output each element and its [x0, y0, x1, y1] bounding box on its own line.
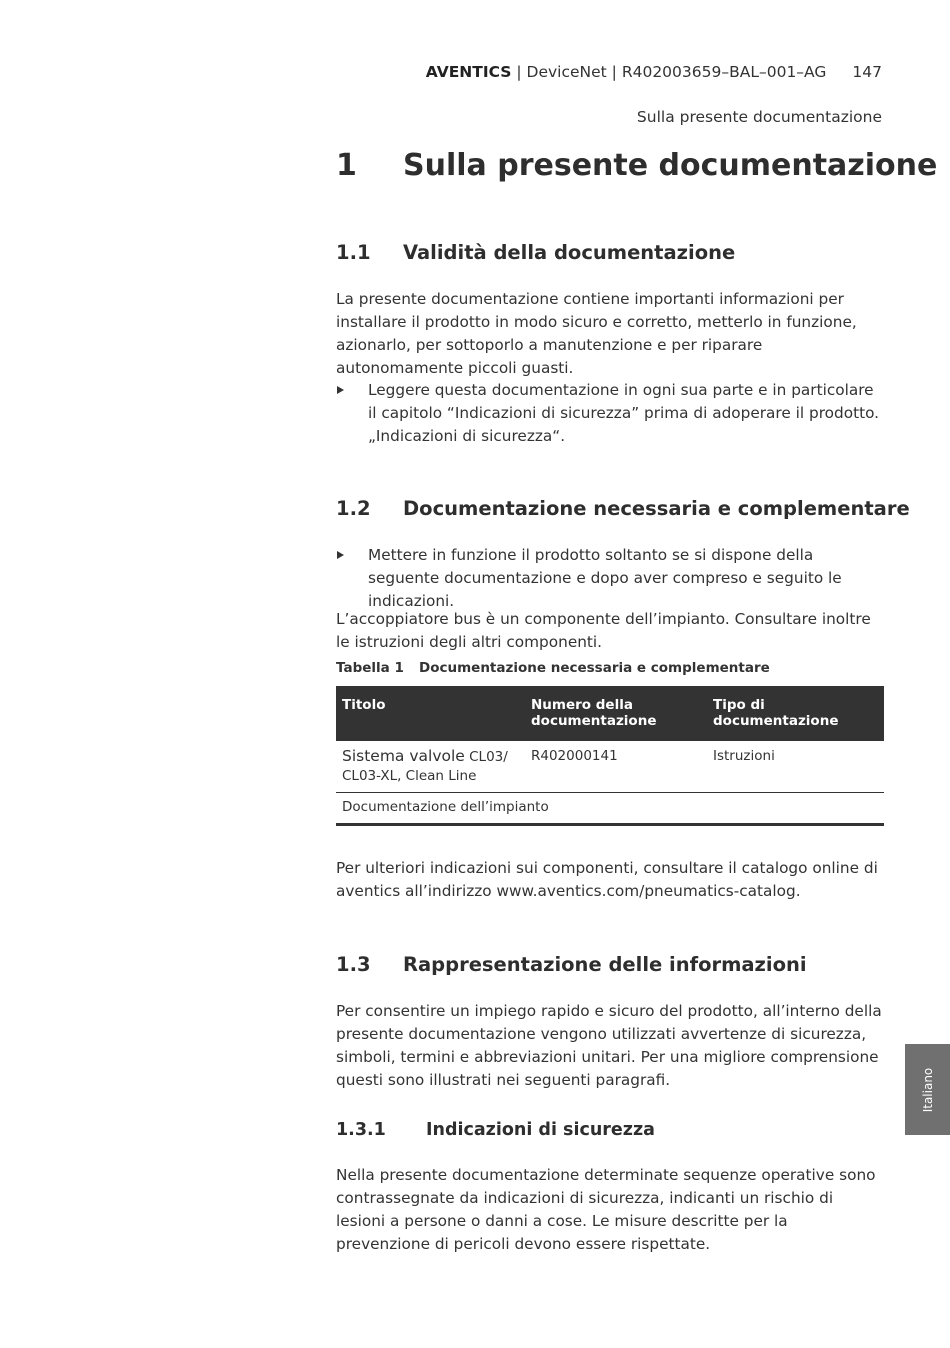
- header-doc-id: | DeviceNet | R402003659–BAL–001–AG: [511, 63, 827, 81]
- section-title: Validità della documentazione: [403, 241, 736, 264]
- section-title: Indicazioni di sicurezza: [426, 1120, 655, 1140]
- chapter-heading: [336, 148, 937, 183]
- documentation-table: [336, 686, 884, 826]
- cell-title: [336, 741, 525, 793]
- section-1-2-heading: [336, 497, 910, 520]
- table-row: [336, 741, 884, 793]
- page-number: 147: [852, 63, 882, 81]
- section-1-1-bullet: [336, 379, 884, 448]
- section-title: Rappresentazione delle informazioni: [403, 953, 807, 976]
- section-number: 1.3: [336, 953, 371, 976]
- section-1-2-paragraph: L’accoppiatore bus è un componente dell’impianto. Consultare inoltre le istruzioni degli altri componenti.: [336, 610, 871, 651]
- section-1-1-heading: [336, 241, 735, 264]
- column-header-number: Numero della documentazione: [525, 686, 707, 741]
- bullet-triangle-icon: [337, 386, 344, 394]
- section-1-3-heading: [336, 953, 807, 976]
- table-caption-title: Documentazione necessaria e complementare: [419, 660, 770, 676]
- section-number: 1.3.1: [336, 1120, 386, 1140]
- section-1-3-1-heading: [336, 1120, 655, 1140]
- section-1-3-paragraph: Per consentire un impiego rapido e sicuro del prodotto, all’interno della presente documentazione vengono utilizzati avvertenze di sicurezza, simboli, termini e abbreviazioni unitari. Per una migliore comprensione questi sono illustrati nei seguenti paragrafi.: [336, 1002, 882, 1089]
- column-header-type: Tipo di documentazione: [707, 686, 884, 741]
- bullet-text: Mettere in funzione il prodotto soltanto se si dispone della seguente documentazione e dopo aver compreso e seguito le indicazioni.: [368, 546, 842, 610]
- column-header-title: Titolo: [336, 686, 525, 741]
- section-1-3-1-paragraph: Nella presente documentazione determinate sequenze operative sono contrassegnate da indicazioni di sicurezza, indicanti un rischio di lesioni a persone o danni a cose. Le misure descritte per la prevenzione di pericoli devono essere rispettate.: [336, 1166, 876, 1253]
- table-caption-label: Tabella 1: [336, 660, 404, 676]
- section-title: Documentazione necessaria e complementare: [403, 497, 910, 520]
- cell-title-main: Sistema valvole: [342, 747, 465, 765]
- cell-title-rest: CL03/ CL03-XL, Clean Line: [342, 749, 508, 784]
- language-tab: [905, 1044, 950, 1135]
- chapter-title: Sulla presente documentazione: [403, 148, 938, 183]
- header-section: Sulla presente documentazione: [636, 108, 882, 126]
- header-brand: AVENTICS: [425, 63, 512, 81]
- section-1-2-bullet: [336, 544, 884, 613]
- cell-type: Istruzioni: [707, 741, 884, 793]
- table-caption: [336, 660, 770, 676]
- running-header: [426, 63, 882, 81]
- table-header-row: [336, 686, 884, 741]
- section-1-2-catalog-paragraph: Per ulteriori indicazioni sui componenti, consultare il catalogo online di aventics all’indirizzo www.aventics.com/pneumatics-catalog.: [336, 859, 878, 900]
- bullet-text-continued: „Indicazioni di sicurezza“.: [368, 427, 566, 445]
- language-tab-label: Italiano: [920, 1067, 935, 1112]
- chapter-number: 1: [336, 148, 357, 183]
- bullet-text: Leggere questa documentazione in ogni sua parte e in particolare il capitolo “Indicazioni di sicurezza” prima di adoperare il prodotto.: [368, 381, 880, 422]
- cell-number: R402000141: [525, 741, 707, 793]
- cell-group-label: Documentazione dell’impianto: [336, 793, 884, 825]
- section-number: 1.1: [336, 241, 371, 264]
- section-number: 1.2: [336, 497, 371, 520]
- bullet-triangle-icon: [337, 551, 344, 559]
- table-row: [336, 793, 884, 825]
- section-1-1-paragraph: La presente documentazione contiene importanti informazioni per installare il prodotto in modo sicuro e corretto, metterlo in funzione, azionarlo, per sottoporlo a manutenzione e per riparare autonomamente piccoli guasti.: [336, 290, 857, 377]
